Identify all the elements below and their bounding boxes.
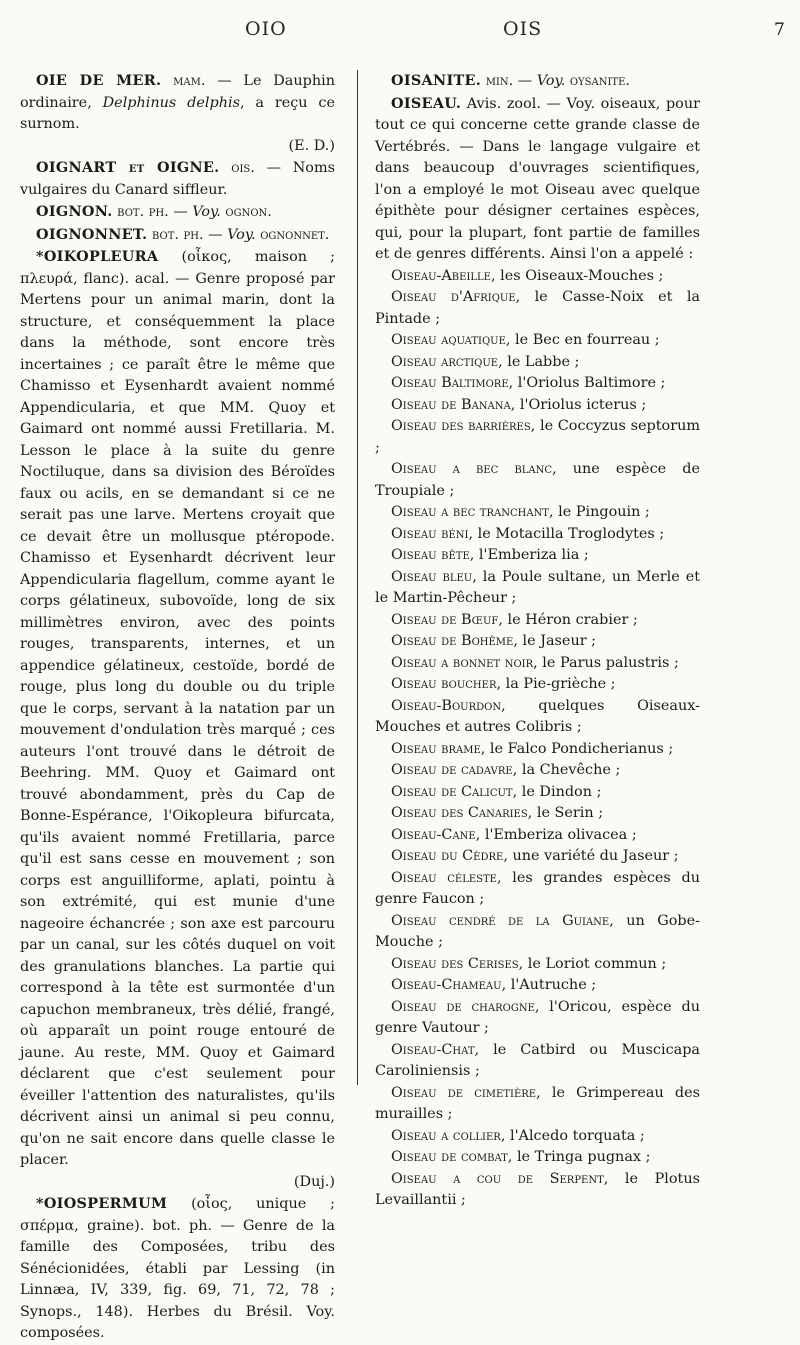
entry-oiseau: OISEAU. Avis. zool. — Voy. oiseaux, pour tout ce qui concerne cette grande classe de Vertébrés. — Dans le langage vulgaire et dans beaucoup d'ouvrages scientifiques, l'on a employé le mot Oiseau avec quelque épithète pour désigner certaines espèces, qui, pour la plupart, font partie de familles et de genres différents. Ainsi l'on a appelé : [375,94,700,262]
oiseau-sub-entry: Oiseau-Abeille, les Oiseaux-Mouches ; [391,267,664,284]
running-header-right: OIS [503,18,543,40]
oiseau-sub-entry: Oiseau des Canaries, le Serin ; [391,805,604,821]
entry-oignart: OIGNART et OIGNE. ois. — Noms vulgaires du Canard siffleur. [20,159,335,198]
oiseau-sub-entry: Oiseau de cimetière, le Grimpereau des murailles ; [375,1084,700,1122]
oiseau-sub-entry: Oiseau bête, l'Emberiza lia ; [391,547,589,563]
entry-oie-de-mer: OIE DE MER. mam. — Le Dauphin ordinaire, Delphinus delphis, a reçu ce surnom. (E. D.) [20,72,335,154]
oiseau-sub-entry: Oiseau arctique, le Labbe ; [391,353,580,370]
left-column [20,70,335,1345]
page-number: 7 [774,20,785,40]
oiseau-sub-entry: Oiseau de Bœuf, le Héron crabier ; [391,611,638,628]
oiseau-sub-entry: Oiseau-Cane, l'Emberiza olivacea ; [391,826,637,843]
oiseau-sub-entry: Oiseau de charogne, l'Oricou, espèce du genre Vautour ; [375,998,701,1036]
oiseau-sub-entry: Oiseau béni, le Motacilla Troglodytes ; [391,525,665,542]
oiseau-sub-entry: Oiseau-Bourdon, quelques Oiseaux-Mouches et autres Colibris ; [375,697,700,735]
running-header-left: OIO [245,18,287,40]
oiseau-sub-entry: Oiseau a bec blanc, une espèce de Troupiale ; [375,461,700,499]
oiseau-sub-entry: Oiseau de Calicut, le Dindon ; [391,783,602,800]
oiseau-sub-entry: Oiseau bleu, la Poule sultane, un Merle et le Martin-Pêcheur ; [375,568,700,606]
column-rule [357,70,358,1085]
oiseau-sub-entry: Oiseau brame, le Falco Pondicherianus ; [391,740,674,757]
oiseau-sub-entry: Oiseau de Banana, l'Oriolus icterus ; [391,396,647,413]
oiseau-sub-entries [375,266,700,1212]
oiseau-sub-entry: Oiseau de cadavre, la Chevêche ; [391,762,621,778]
oiseau-sub-entry: Oiseau de Bohême, le Jaseur ; [391,633,597,649]
oiseau-sub-entry: Oiseau-Chameau, l'Autruche ; [391,977,597,993]
oiseau-sub-entry: Oiseau-Chat, le Catbird ou Muscicapa Caroliniensis ; [375,1041,700,1079]
oiseau-sub-entry: Oiseau aquatique, le Bec en fourreau ; [391,332,660,348]
oiseau-sub-entry: Oiseau a cou de Serpent, le Plotus Levaillantii ; [375,1170,700,1208]
entry-oignon: OIGNON. bot. ph. — Voy. ognon. [36,203,272,220]
right-column [375,70,700,1212]
entry-oignonnet: OIGNONNET. bot. ph. — Voy. ognonnet. [36,225,330,243]
oiseau-sub-entry: Oiseau d'Afrique, le Casse-Noix et la Pintade ; [375,289,701,327]
oiseau-sub-entry: Oiseau a bonnet noir, le Parus palustris ; [391,654,679,671]
oiseau-sub-entry: Oiseau des barrières, le Coccyzus septorum ; [375,418,700,456]
oiseau-sub-entry: Oiseau du Cèdre, une variété du Jaseur ; [391,848,679,864]
oiseau-sub-entry: Oiseau de combat, le Tringa pugnax ; [391,1149,651,1165]
oiseau-sub-entry: Oiseau a bec tranchant, le Pingouin ; [391,504,650,520]
oiseau-sub-entry: Oiseau boucher, la Pie-grièche ; [391,676,616,692]
entry-oiospermum: *OIOSPERMUM (οἶος, unique ; σπέρμα, graine). bot. ph. — Genre de la famille des Composées, tribu des Sénécionidées, établi par Lessing (in Linnæa, IV, 339, fig. 69, 71, 72, 78 ; Synops., 148). Herbes du Brésil. Voy. composées. [20,1195,335,1341]
oiseau-sub-entry: Oiseau céleste, les grandes espèces du genre Faucon ; [375,869,700,907]
oiseau-sub-entry: Oiseau cendré de la Guiane, un Gobe-Mouche ; [375,912,700,950]
oiseau-sub-entry: Oiseau a collier, l'Alcedo torquata ; [391,1127,645,1144]
oiseau-sub-entry: Oiseau des Cerises, le Loriot commun ; [391,955,667,972]
entry-oikopleura: *OIKOPLEURA (οἶκος, maison ; πλευρά, flanc). acal. — Genre proposé par Mertens pour un animal marin, dont la structure, et conséquemment la place dans la méthode, sont encore très incertaines ; ce paraît être le même que Chamisso et Eysenhardt avaient nommé Appendicularia, et que MM. Quoy et Gaimard ont nommé aussi Fretillaria. M. Lesson le place à la suite du genre Noctiluque, dans sa division des Béroïdes faux ou acils, en se demandant si ce ne serait pas une larve. Mertens croyait que ce devait être un mollusque ptéropode. Chamisso et Eysenhardt décrivent leur Appendicularia flagellum, comme ayant le corps gélatineux, subovoïde, long de six millimètres environ, avec des points rouges, transparents, internes, et un appendice gélatineux, cestoïde, bordé de rouge, plus long du double ou du triple que le corps, servant à la natation par un mouvement d'ondulation très marqué ; ces auteurs l'ont trouvé dans le détroit de Beehring. MM. Quoy et Gaimard ont trouvé abondamment, près du Cap de Bonne-Espérance, l'Oikopleura bifurcata, qu'ils avaient nommé Fretillaria, parce qu'il est sans cesse en mouvement ; son corps est anguilliforme, aplati, pointu à son extrémité, qui est munie d'une nageoire échancrée ; son axe est parcouru par un canal, sur les côtés duquel on voit des granulations blanches. La partie qui correspond à la tête est surmontée d'un capuchon membraneux, très délié, frangé, où apparaît un point rouge entouré de jaune. Au reste, MM. Quoy et Gaimard déclarent que c'est seulement pour éveiller l'attention des naturalistes, qu'ils décrivent ainsi un animal si peu connu, qu'on ne sait encore dans quelle classe le placer. (Duj.) [20,248,336,1190]
oiseau-sub-entry: Oiseau Baltimore, l'Oriolus Baltimore ; [391,375,666,391]
entry-oisanite: OISANITE. min. — Voy. oysanite. [391,72,630,89]
